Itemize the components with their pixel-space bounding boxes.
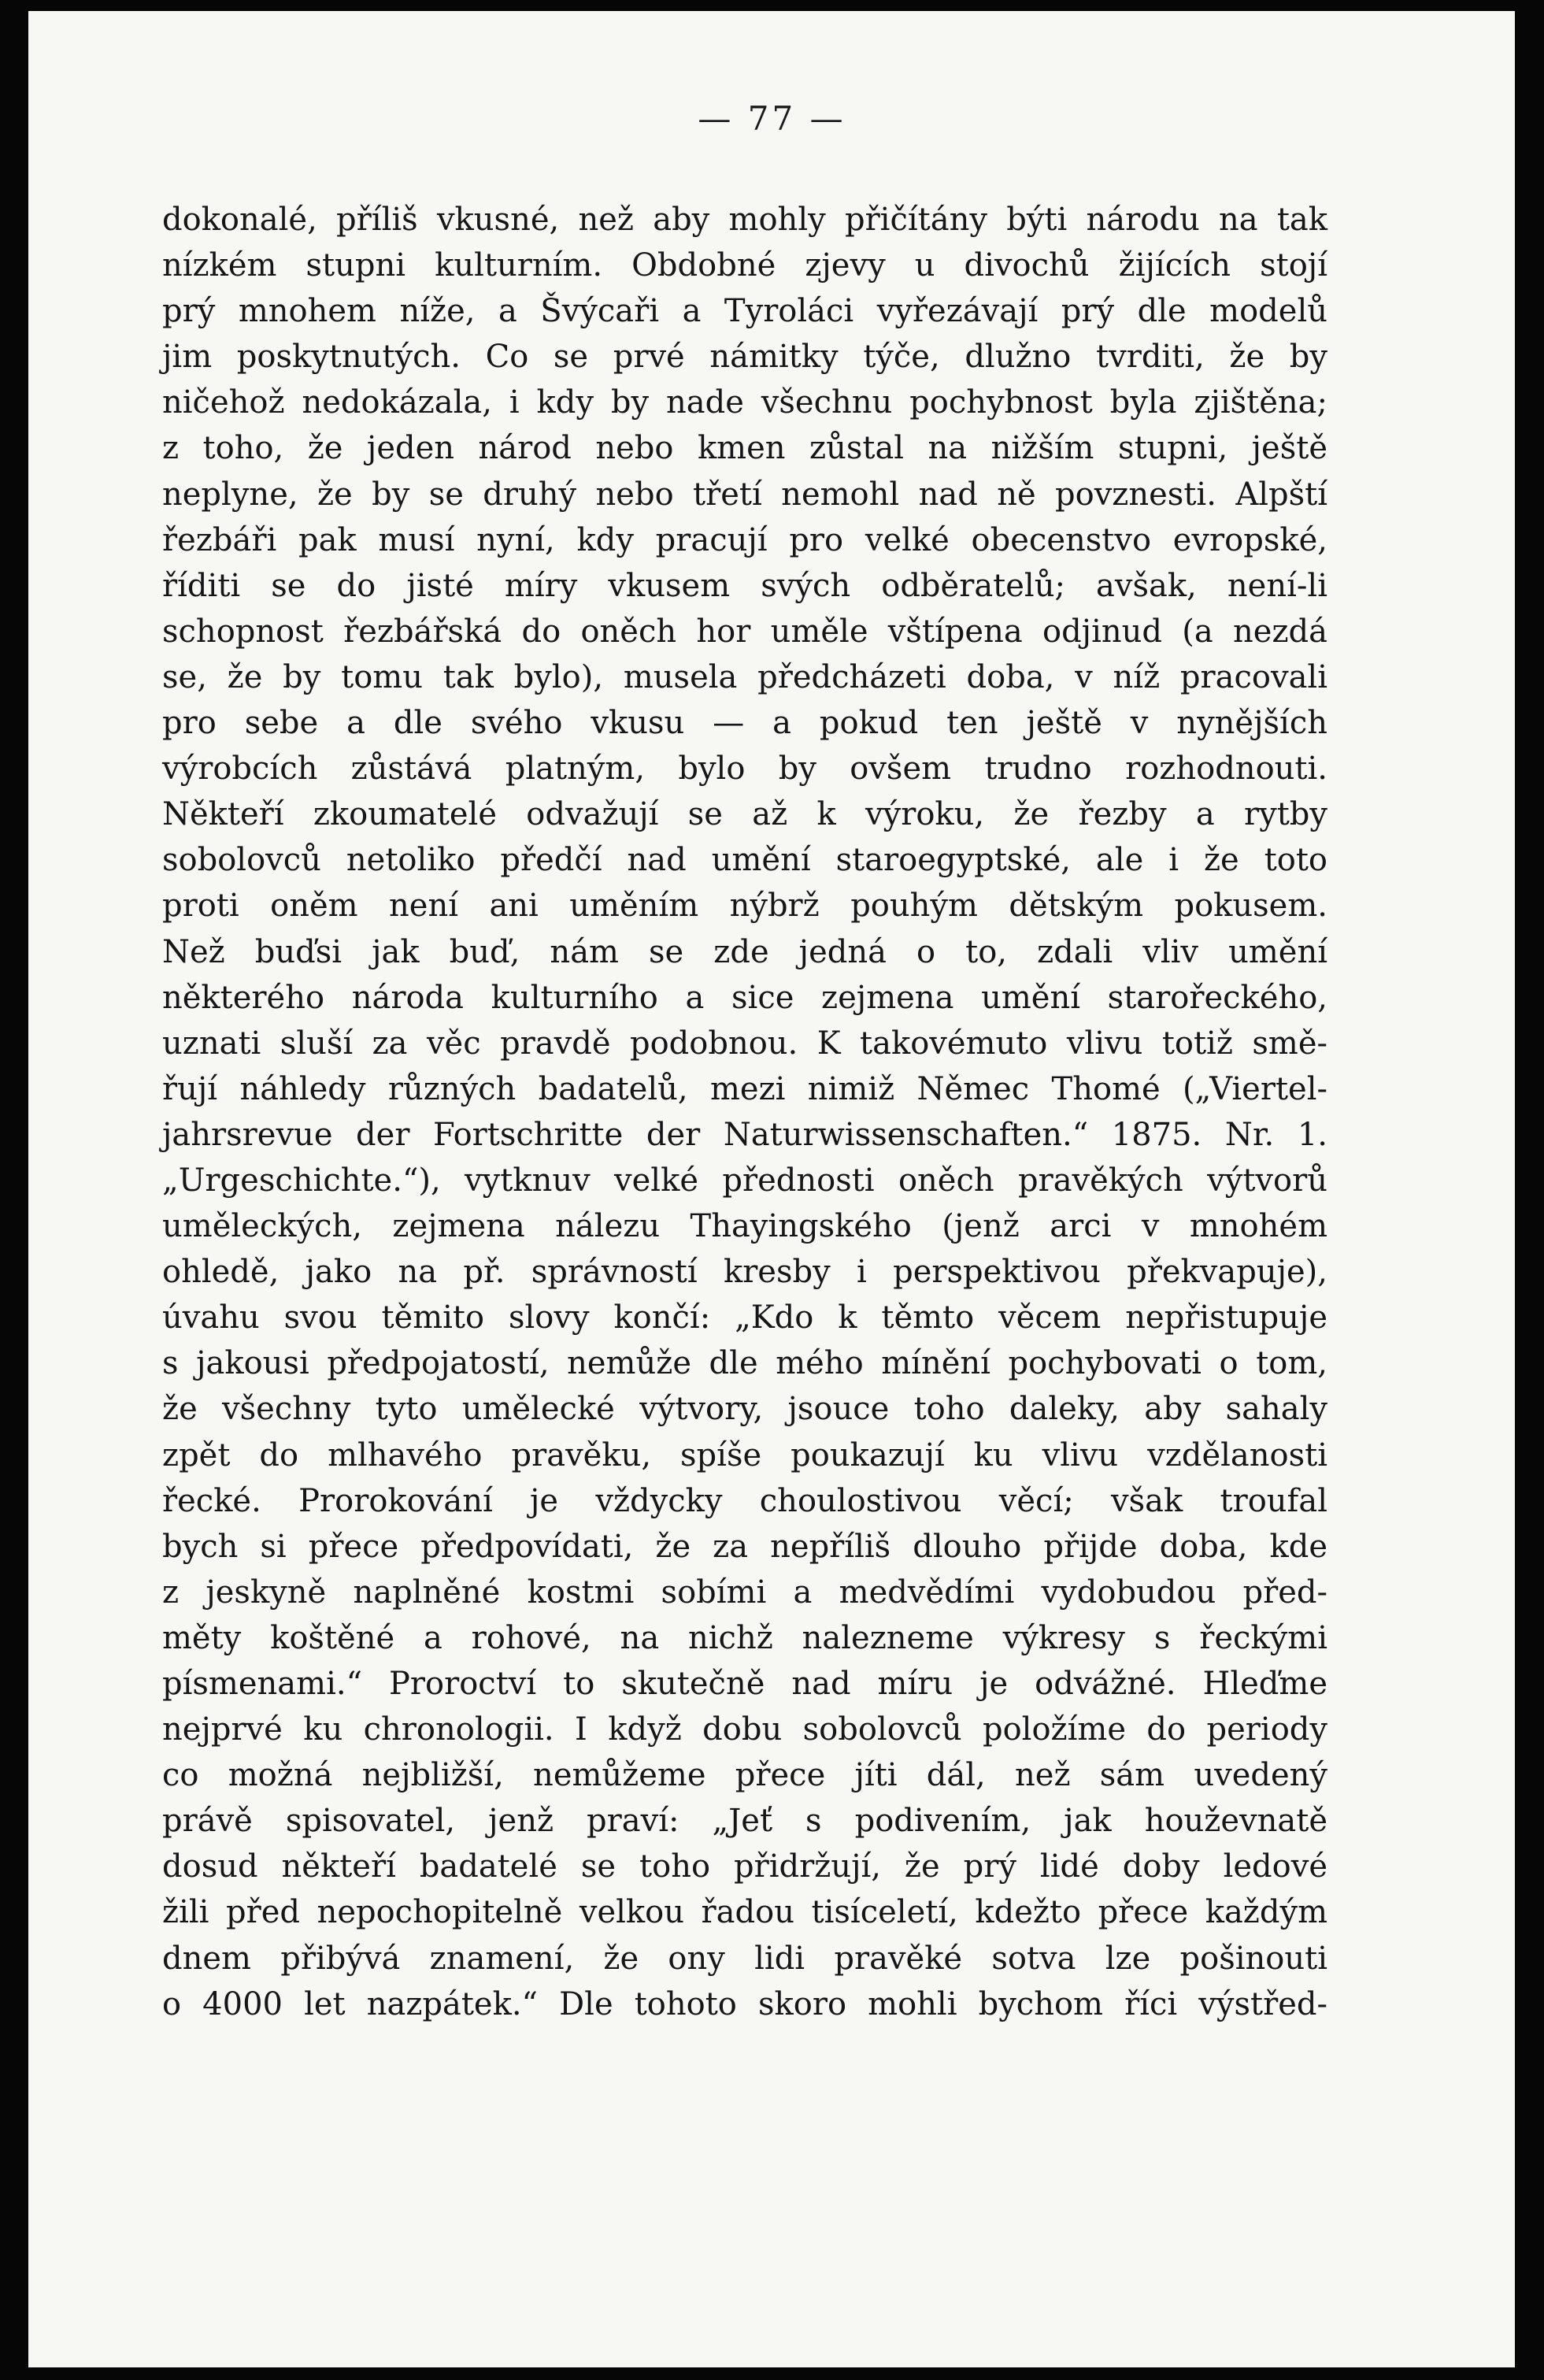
text-line: že všechny tyto umělecké výtvory, jsouce toho daleky, aby sahaly <box>162 1391 1327 1428</box>
text-line: ničehož nedokázala, i kdy by nade všechnu pochybnost byla zjištěna; <box>162 384 1327 421</box>
text-line: prý mnohem níže, a Švýcaři a Tyroláci vyřezávají prý dle modelů <box>162 293 1327 330</box>
text-line: řezbáři pak musí nyní, kdy pracují pro velké obecenstvo evropské, <box>162 521 1327 558</box>
text-line: dnem přibývá znamení, že ony lidi pravěké sotva lze pošinouti <box>162 1940 1327 1977</box>
text-line: z jeskyně naplněné kostmi sobími a medvědími vydobudou před- <box>162 1574 1327 1611</box>
text-line: nejprvé ku chronologii. I když dobu sobolovců položíme do periody <box>162 1711 1327 1748</box>
text-line: dokonalé, příliš vkusné, než aby mohly přičítány býti národu na tak <box>162 202 1327 238</box>
text-line: „Urgeschichte.“), vytknuv velké přednosti oněch pravěkých výtvorů <box>162 1162 1327 1199</box>
text-line: uznati sluší za věc pravdě podobnou. K takovémuto vlivu totiž smě- <box>162 1025 1327 1062</box>
text-line: neplyne, že by se druhý nebo třetí nemohl nad ně povznesti. Alpští <box>162 476 1327 513</box>
text-line: jim poskytnutých. Co se prvé námitky týče, dlužno tvrditi, že by <box>162 339 1327 376</box>
text-line: ohledě, jako na př. správností kresby i perspektivou překvapuje), <box>162 1254 1327 1291</box>
text-line: říditi se do jisté míry vkusem svých odběratelů; avšak, není-li <box>162 567 1327 604</box>
text-line: se, že by tomu tak bylo), musela předcházeti doba, v níž pracovali <box>162 658 1327 695</box>
text-line: nízkém stupni kulturním. Obdobné zjevy u divochů žijících stojí <box>162 247 1327 284</box>
text-line: některého národa kulturního a sice zejmena umění starořeckého, <box>162 979 1327 1016</box>
text-line: uměleckých, zejmena nálezu Thayingského (jenž arci v mnohém <box>162 1208 1327 1245</box>
page-number: — 77 — <box>698 99 846 138</box>
text-line: řecké. Prorokování je vždycky choulostivou věcí; však troufal <box>162 1482 1327 1519</box>
text-line: řují náhledy různých badatelů, mezi nimiž Němec Thomé („Viertel- <box>162 1070 1327 1107</box>
text-line: pro sebe a dle svého vkusu — a pokud ten ještě v nynějších <box>162 705 1327 742</box>
text-line: o 4000 let nazpátek.“ Dle tohoto skoro mohli bychom říci výstřed- <box>162 1985 1327 2022</box>
text-line: dosud někteří badatelé se toho přidržují, že prý lidé doby ledové <box>162 1848 1327 1885</box>
text-line: co možná nejbližší, nemůžeme přece jíti dál, než sám uvedený <box>162 1757 1327 1794</box>
text-line: úvahu svou těmito slovy končí: „Kdo k těmto věcem nepřistupuje <box>162 1299 1327 1336</box>
text-line: žili před nepochopitelně velkou řadou tisíceletí, kdežto přece každým <box>162 1894 1327 1931</box>
text-line: s jakousi předpojatostí, nemůže dle mého mínění pochybovati o tom, <box>162 1345 1327 1382</box>
text-line: Někteří zkoumatelé odvažují se až k výroku, že řezby a rytby <box>162 796 1327 833</box>
text-line: výrobcích zůstává platným, bylo by ovšem trudno rozhodnouti. <box>162 751 1327 788</box>
text-line: písmenami.“ Proroctví to skutečně nad míru je odvážné. Hleďme <box>162 1666 1327 1702</box>
text-line: schopnost řezbářská do oněch hor uměle vštípena odjinud (a nezdá <box>162 613 1327 650</box>
text-line: jahrsrevue der Fortschritte der Naturwissenschaften.“ 1875. Nr. 1. <box>162 1116 1327 1153</box>
text-line: proti oněm není ani uměním nýbrž pouhým dětským pokusem. <box>162 888 1327 925</box>
text-line: právě spisovatel, jenž praví: „Jeť s podivením, jak houževnatě <box>162 1803 1327 1840</box>
text-line: z toho, že jeden národ nebo kmen zůstal na nižším stupni, ještě <box>162 430 1327 467</box>
body-text <box>162 197 1327 2027</box>
text-line: Než buďsi jak buď, nám se zde jedná o to, zdali vliv umění <box>162 933 1327 970</box>
text-line: měty koštěné a rohové, na nichž nalezneme výkresy s řeckými <box>162 1619 1327 1656</box>
text-line: bych si přece předpovídati, že za nepříliš dlouho přijde doba, kde <box>162 1528 1327 1565</box>
text-line: zpět do mlhavého pravěku, spíše poukazují ku vlivu vzdělanosti <box>162 1437 1327 1474</box>
text-line: sobolovců netoliko předčí nad umění staroegyptské, ale i že toto <box>162 842 1327 879</box>
